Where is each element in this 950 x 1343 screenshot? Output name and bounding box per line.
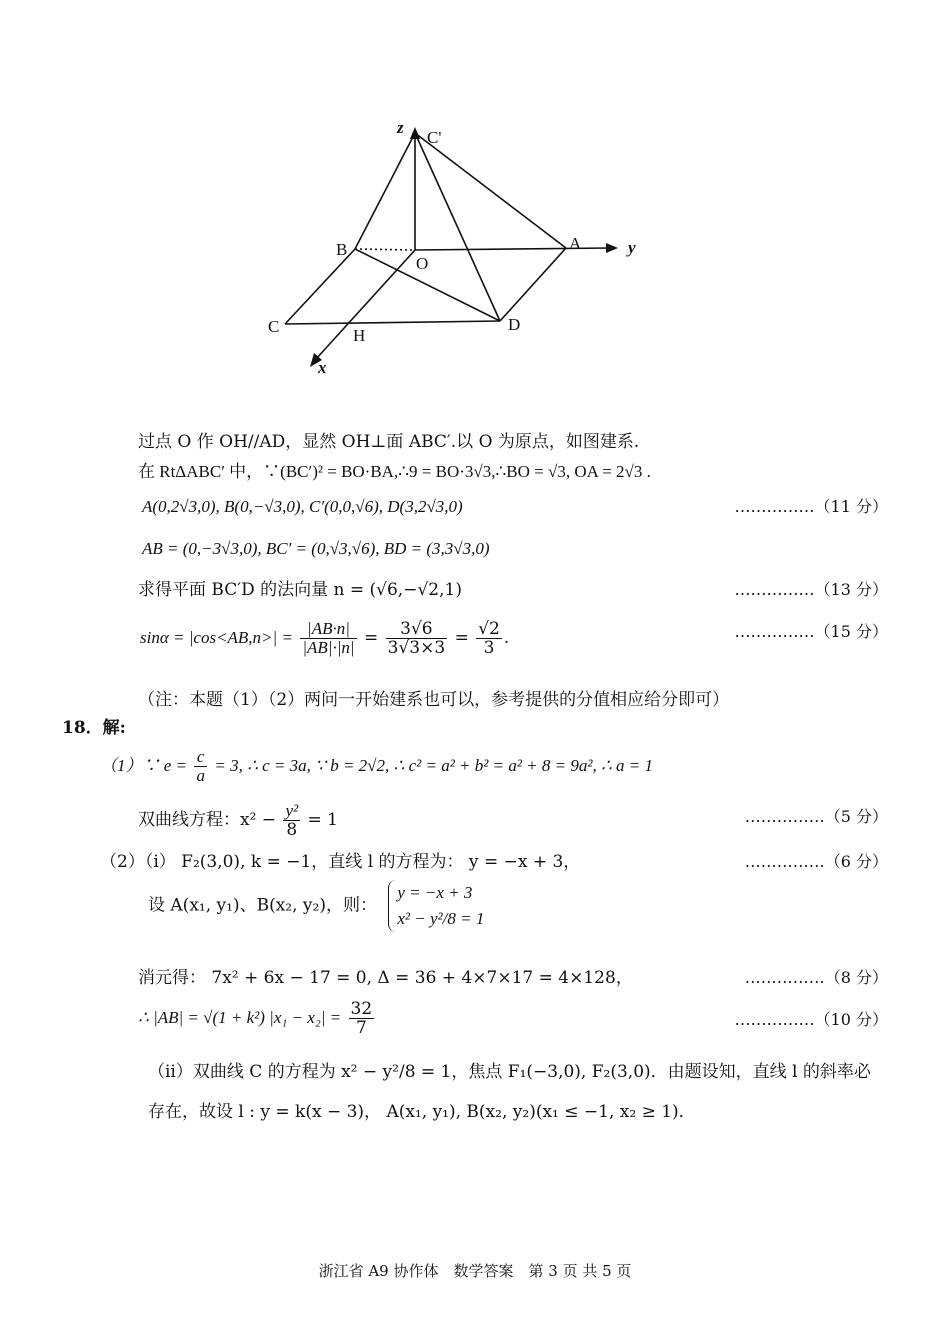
page-footer: 浙江省 A9 协作体 数学答案 第 3 页 共 5 页 — [318, 1262, 632, 1280]
part-2ii-line-2: 存在，故设 l : y = k(x − 3)， A(x₁, y₁), B(x₂, y₂)(x₁ ≤ −1, x₂ ≥ 1)． — [148, 1102, 696, 1122]
fraction-2-den: 3√3×3 — [387, 638, 446, 658]
score-8: ……………（8 分） — [744, 968, 888, 987]
note-line: （注：本题（1）（2）两问一开始建系也可以，参考提供的分值相应给分即可） — [138, 690, 730, 710]
part-1-start: （1）∵ e = — [100, 756, 188, 775]
normal-vector-line: 求得平面 BC′D 的法向量 n = (√6,−√2,1) — [138, 580, 462, 600]
label-b: B — [336, 240, 348, 259]
score-15: ……………（15 分） — [734, 622, 888, 641]
label-z: z — [397, 118, 404, 137]
elimination-line: 消元得： 7x² + 6x − 17 = 0, Δ = 36 + 4×7×17 = 4×128， — [138, 968, 633, 988]
fraction-1-num: |AB·n| — [300, 620, 356, 639]
hyperbola-eq-start: 双曲线方程：x² − — [138, 810, 277, 830]
fraction-ab — [349, 1000, 375, 1037]
ab-length-start: ∴ |AB| = √(1 + k²) |x₁ − x₂| = — [138, 1008, 342, 1027]
part-1-line — [100, 748, 653, 785]
label-c: C — [268, 317, 280, 336]
coordinates-line: A(0,2√3,0), B(0,−√3,0), C′(0,0,√6), D(3,2√3,0) — [142, 497, 463, 516]
label-x: x — [318, 358, 327, 377]
fraction-hyperbola-den: 8 — [286, 820, 298, 840]
fraction-e-den: a — [196, 766, 205, 785]
geometry-figure — [250, 105, 670, 385]
solution-line-2: 在 RtΔABC′ 中，∵(BC′)² = BO·BA,∴9 = BO·3√3,∴BO = √3, OA = 2√3 . — [138, 462, 651, 481]
sin-alpha-left: sinα = |cos<AB,n>| = — [140, 628, 293, 647]
fraction-e-num: c — [194, 748, 207, 767]
fraction-3 — [476, 620, 502, 657]
system-eq-2: x² − y²/8 = 1 — [397, 909, 485, 928]
equals-1: = — [363, 628, 379, 648]
label-y: y — [628, 238, 636, 257]
system-eq-1: y = −x + 3 — [397, 883, 473, 902]
score-6: ……………（6 分） — [744, 852, 888, 871]
part-2ii-line-1: （ii）双曲线 C 的方程为 x² − y²/8 = 1，焦点 F₁(−3,0), F₂(3,0)．由题设知，直线 l 的斜率必 — [148, 1062, 871, 1082]
fraction-3-num: √2 — [478, 619, 500, 639]
part-2i-line: （2）（i） F₂(3,0), k = −1，直线 l 的方程为： y = −x + 3， — [100, 852, 581, 872]
fraction-hyperbola — [283, 802, 300, 839]
equation-system — [388, 880, 484, 932]
score-13: ……………（13 分） — [734, 580, 888, 599]
equals-2: = — [454, 628, 469, 648]
score-11: ……………（11 分） — [734, 497, 888, 516]
fraction-3-den: 3 — [483, 638, 495, 658]
sin-alpha-line: sinα = |cos<AB,n>| = $\frac{|AB\cdot n|}{|AB|\cdot|n|}$ = $\frac{3√6}{3√3\times 3}$ = $\frac{√2}{3}$ . — [140, 619, 510, 658]
solution-line-1: 过点 O 作 OH//AD，显然 OH⊥面 ABC′.以 O 为原点，如图建系. — [138, 432, 640, 452]
fraction-ab-num: 32 — [350, 999, 373, 1019]
part-1-rest: = 3, ∴ c = 3a, ∵ b = 2√2, ∴ c² = a² + b² = a² + 8 = 9a², ∴ a = 1 — [214, 756, 654, 775]
system-line — [148, 880, 484, 932]
fraction-e — [194, 748, 207, 785]
label-a: A — [569, 234, 582, 253]
fraction-1-den: |AB|·|n| — [302, 638, 355, 657]
score-5: ……………（5 分） — [744, 807, 888, 826]
question-18-heading: 18．解: — [62, 718, 126, 738]
score-10: ……………（10 分） — [734, 1010, 888, 1029]
x-axis — [316, 250, 415, 359]
label-o: O — [416, 254, 429, 273]
fraction-2 — [386, 620, 448, 657]
fraction-1 — [300, 620, 356, 657]
label-d: D — [508, 315, 521, 334]
fraction-ab-den: 7 — [355, 1018, 367, 1038]
vectors-line: AB = (0,−3√3,0), BC′ = (0,√3,√6), BD = (3,3√3,0) — [142, 539, 490, 558]
hyperbola-equation-line — [138, 802, 338, 839]
fraction-hyperbola-num: y² — [285, 801, 299, 820]
hyperbola-eq-end: = 1 — [307, 810, 338, 830]
ab-length-line — [138, 1000, 376, 1037]
fraction-2-num: 3√6 — [386, 620, 448, 639]
label-h: H — [353, 326, 366, 345]
label-c-prime: C' — [427, 128, 442, 147]
system-intro: 设 A(x₁, y₁)、B(x₂, y₂)，则： — [148, 895, 377, 916]
